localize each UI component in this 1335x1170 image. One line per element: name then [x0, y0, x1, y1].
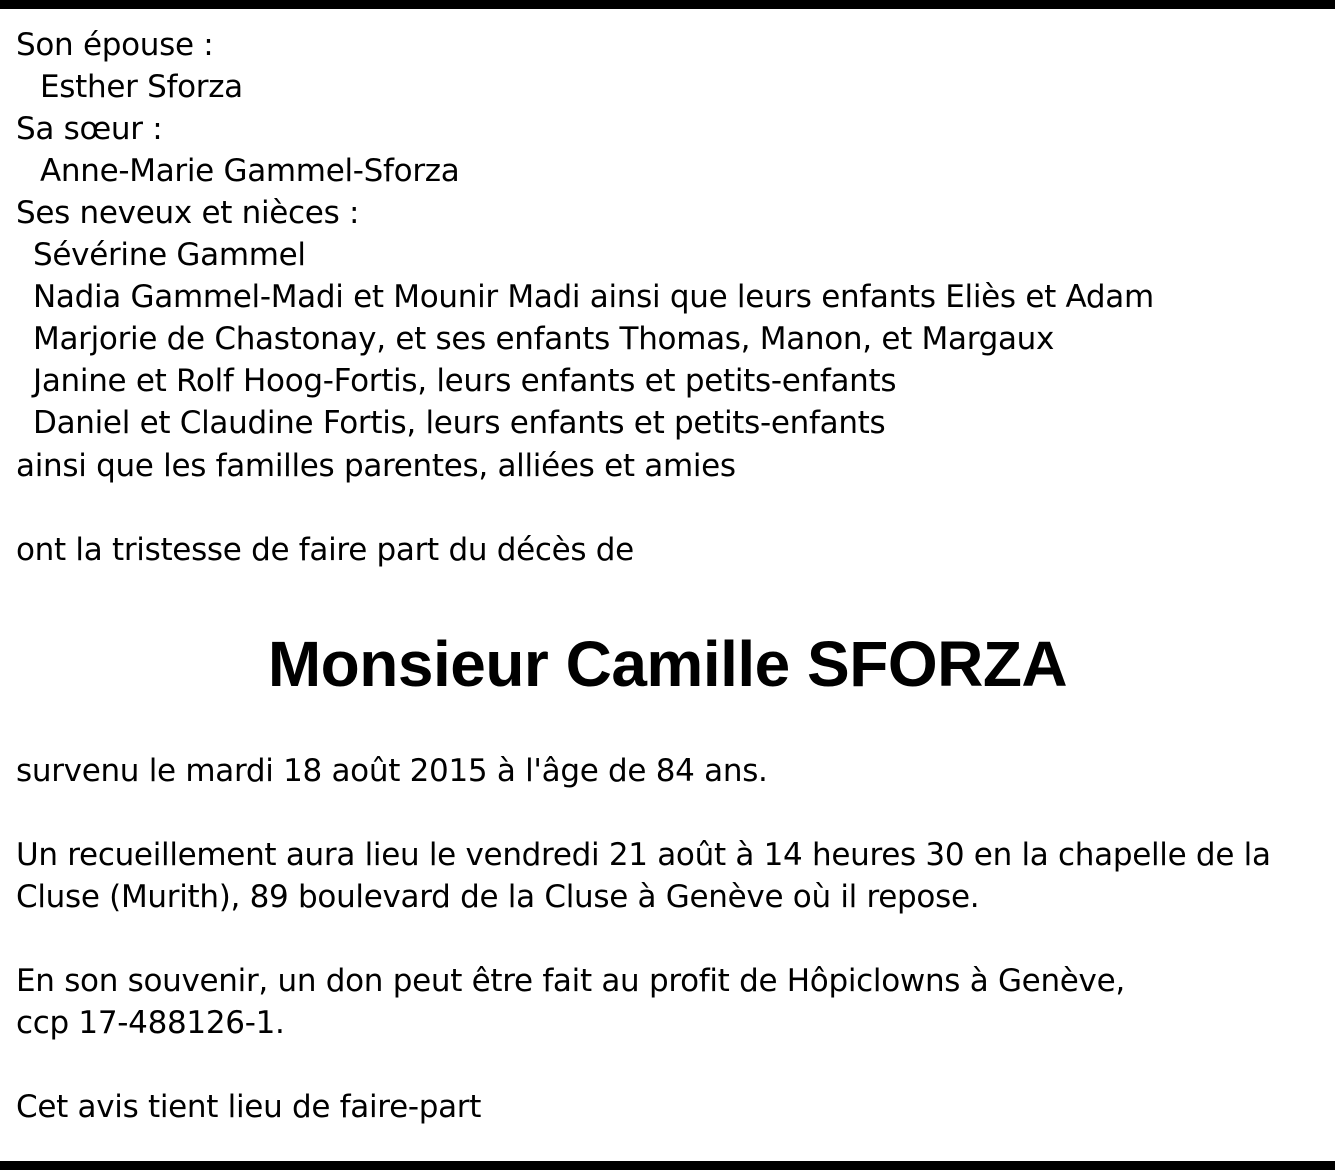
bottom-border-rule [0, 1161, 1335, 1170]
deceased-name: Monsieur Camille SFORZA [267, 628, 1068, 700]
ceremony-line-2: Cluse (Murith), 89 boulevard de la Cluse à Genève où il repose. [16, 879, 980, 915]
announcement-line: ont la tristesse de faire part du décès de [16, 532, 634, 568]
nephew-line: Marjorie de Chastonay, et ses enfants Thomas, Manon, et Margaux [33, 321, 1055, 357]
extended-family-line: ainsi que les familles parentes, alliées et amies [16, 448, 736, 484]
ceremony-line-1: Un recueillement aura lieu le vendredi 21 août à 14 heures 30 en la chapelle de la [16, 837, 1271, 873]
donation-line-2: ccp 17-488126-1. [16, 1005, 285, 1041]
sister-heading: Sa sœur : [16, 111, 163, 147]
death-info-line: survenu le mardi 18 août 2015 à l'âge de 84 ans. [16, 753, 768, 789]
nephew-line: Nadia Gammel-Madi et Mounir Madi ainsi que leurs enfants Eliès et Adam [33, 279, 1154, 315]
donation-line-1: En son souvenir, un don peut être fait au profit de Hôpiclowns à Genève, [16, 963, 1125, 999]
ceremony-paragraph [16, 834, 1316, 918]
spouse-heading: Son épouse : [16, 27, 214, 63]
closing-line: Cet avis tient lieu de faire-part [16, 1089, 482, 1125]
nephew-line: Daniel et Claudine Fortis, leurs enfants et petits-enfants [33, 405, 886, 441]
donation-paragraph [16, 960, 1316, 1044]
spouse-name: Esther Sforza [40, 69, 243, 105]
top-border-rule [0, 0, 1335, 9]
nephew-line: Sévérine Gammel [33, 237, 306, 273]
nephew-line: Janine et Rolf Hoog-Fortis, leurs enfants et petits-enfants [33, 363, 897, 399]
sister-name: Anne-Marie Gammel-Sforza [40, 153, 460, 189]
nephews-heading: Ses neveux et nièces : [16, 195, 360, 231]
